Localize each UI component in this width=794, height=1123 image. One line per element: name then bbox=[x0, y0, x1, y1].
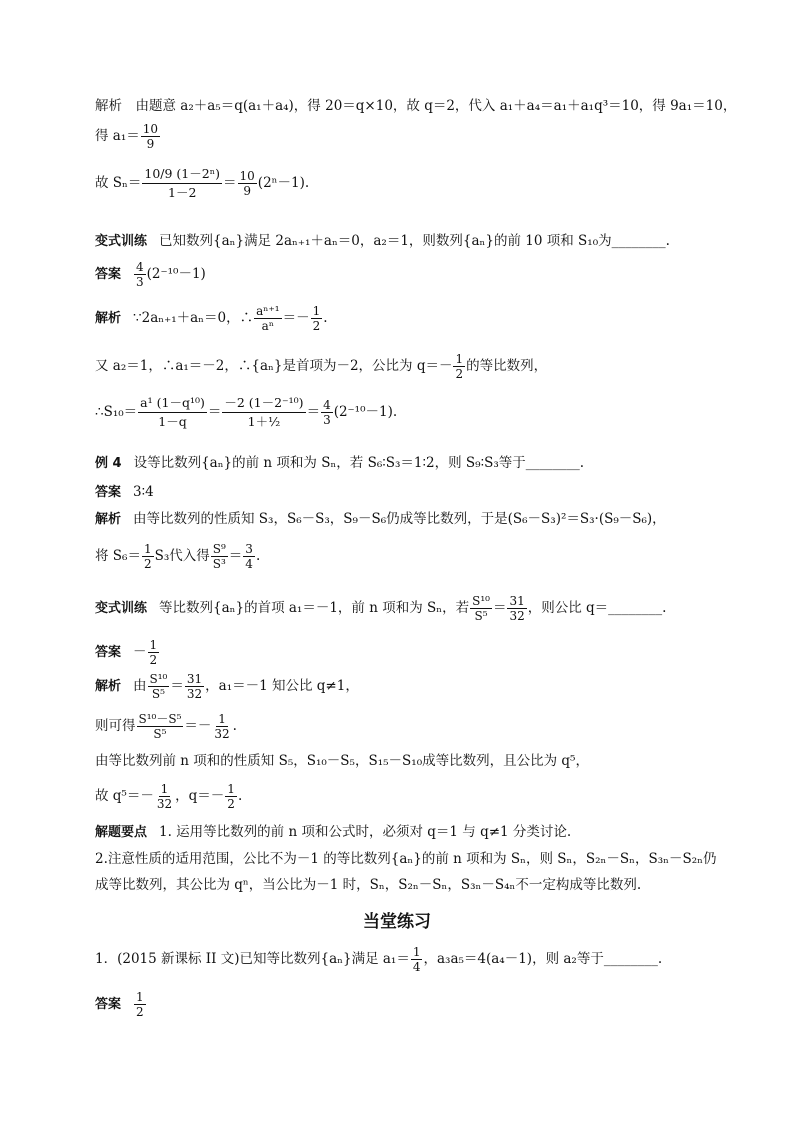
denominator: 1－q bbox=[158, 414, 187, 429]
numerator: －2 (1－2⁻¹⁰) bbox=[222, 394, 305, 413]
numerator: 4 bbox=[136, 260, 144, 274]
line-solution-1: 解析 由题意 a₂＋a₅＝q(a₁＋a₄)，得 20＝q×10，故 q＝2，代入 a₁＋a₄＝a₁＋a₁q³＝10，得 9a₁＝10， bbox=[95, 98, 737, 114]
line-solution-2 bbox=[95, 122, 161, 151]
fraction bbox=[148, 672, 170, 701]
text: 故 Sₙ＝ bbox=[95, 175, 142, 191]
fraction bbox=[148, 638, 160, 667]
denominator: 1－2 bbox=[168, 185, 197, 200]
text: (2⁻¹⁰－1). bbox=[333, 404, 398, 420]
numerator: 1 bbox=[312, 304, 321, 318]
fraction bbox=[222, 394, 305, 431]
numerator: aⁿ⁺¹ bbox=[256, 304, 280, 318]
denominator: 1＋½ bbox=[247, 414, 281, 429]
fraction bbox=[311, 304, 323, 333]
numerator: 10 bbox=[239, 169, 255, 183]
line-solution-10 bbox=[95, 712, 237, 741]
text: 由等比数列的性质知 S₃，S₆－S₃，S₉－S₆仍成等比数列，于是(S₆－S₃)²＝S₃·(S₉－S₆)， bbox=[133, 511, 666, 527]
text: 已知数列{aₙ}满足 2aₙ₊₁＋aₙ＝0，a₂＝1，则数列{aₙ}的前 10 项和 S₁₀为________. bbox=[159, 233, 670, 249]
section-label: 答案 bbox=[95, 645, 122, 660]
fraction bbox=[321, 398, 333, 427]
line-answer-3 bbox=[95, 638, 160, 667]
section-label: 答案 bbox=[95, 267, 122, 282]
text: 设等比数列{aₙ}的前 n 项和为 Sₙ，若 S₆∶S₃＝1∶2，则 S₉∶S₃等于________. bbox=[133, 455, 585, 471]
denominator: 2 bbox=[149, 653, 158, 667]
text: . bbox=[323, 310, 328, 326]
text: ∵2aₙ₊₁＋aₙ＝0，∴ bbox=[133, 310, 254, 326]
fraction bbox=[141, 122, 160, 151]
section-label: 解析 bbox=[95, 512, 122, 527]
text: . bbox=[237, 788, 243, 804]
section-label: 解析 bbox=[95, 679, 122, 694]
text: ＝ bbox=[223, 175, 237, 191]
fraction bbox=[507, 594, 526, 623]
text: 1．(2015 新课标 II 文)已知等比数列{aₙ}满足 a₁＝ bbox=[95, 951, 410, 967]
text: (2⁻¹⁰－1) bbox=[146, 266, 206, 282]
line-answer-4 bbox=[95, 990, 147, 1019]
fraction bbox=[185, 672, 204, 701]
denominator: 4 bbox=[245, 557, 253, 571]
line-solution-7 bbox=[95, 510, 666, 529]
section-label: 答案 bbox=[95, 485, 122, 500]
text: 则可得 bbox=[95, 718, 136, 734]
text: ＝－ bbox=[184, 718, 212, 734]
line-solution-9 bbox=[95, 672, 359, 701]
fraction bbox=[238, 169, 257, 198]
text: 1. 运用等比数列的前 n 项和公式时，必须对 q＝1 与 q≠1 分类讨论. bbox=[159, 824, 572, 840]
numerator: 1 bbox=[412, 945, 421, 959]
numerator: 1 bbox=[136, 990, 144, 1004]
numerator: 10/9 (1－2ⁿ) bbox=[142, 165, 222, 184]
fraction bbox=[225, 782, 237, 811]
text: 由 bbox=[133, 678, 147, 694]
denominator: 2 bbox=[143, 557, 152, 571]
numerator: a¹ (1－q¹⁰) bbox=[138, 394, 207, 413]
text: . bbox=[232, 718, 237, 734]
text: ＝ bbox=[306, 404, 321, 420]
denominator: 3 bbox=[136, 275, 144, 289]
fraction bbox=[453, 352, 465, 381]
text: ，a₁＝－1 知公比 q≠1， bbox=[205, 678, 359, 694]
numerator: 31 bbox=[509, 594, 525, 608]
text: 等比数列{aₙ}的首项 a₁＝－1，前 n 项和为 Sₙ，若 bbox=[159, 600, 470, 616]
denominator: aⁿ bbox=[261, 319, 275, 333]
numerator: 31 bbox=[186, 672, 203, 686]
numerator: 1 bbox=[160, 782, 169, 796]
denominator: S³ bbox=[212, 557, 226, 571]
text: 得 a₁＝ bbox=[95, 128, 140, 144]
line-variant-2 bbox=[95, 594, 666, 623]
numerator: 1 bbox=[149, 638, 158, 652]
line-solution-4 bbox=[95, 304, 328, 333]
line-example-4 bbox=[95, 454, 584, 473]
line-exercise-1 bbox=[95, 945, 662, 974]
section-label: 答案 bbox=[95, 997, 122, 1012]
text: . bbox=[255, 548, 261, 564]
fraction bbox=[134, 990, 146, 1019]
denominator: 4 bbox=[412, 960, 421, 974]
numerator: S¹⁰ bbox=[472, 594, 490, 608]
fraction bbox=[138, 394, 207, 431]
text: (2ⁿ－1). bbox=[257, 175, 310, 191]
denominator: 32 bbox=[214, 727, 230, 741]
denominator: 9 bbox=[243, 184, 251, 198]
line-solution-6 bbox=[95, 394, 397, 431]
section-label: 变式训练 bbox=[95, 601, 148, 616]
fraction bbox=[243, 542, 255, 571]
line-solution-8 bbox=[95, 542, 260, 571]
fraction bbox=[411, 945, 423, 974]
text: ∴S₁₀＝ bbox=[95, 404, 138, 420]
numerator: 1 bbox=[218, 712, 226, 726]
numerator: 10 bbox=[142, 122, 159, 136]
denominator: 32 bbox=[509, 609, 525, 623]
text: ＝ bbox=[170, 678, 184, 694]
numerator: S¹⁰ bbox=[149, 672, 168, 686]
denominator: 32 bbox=[156, 797, 173, 811]
text: ＝ bbox=[492, 600, 507, 616]
numerator: 1 bbox=[455, 352, 464, 366]
fraction bbox=[137, 712, 184, 741]
text: ＝ bbox=[228, 548, 243, 564]
denominator: 2 bbox=[136, 1005, 144, 1019]
denominator: S⁵ bbox=[151, 687, 165, 701]
text: － bbox=[133, 644, 147, 660]
section-label: 解题要点 bbox=[95, 825, 148, 840]
line-solution-11: 由等比数列前 n 项和的性质知 S₅，S₁₀－S₅，S₁₅－S₁₀成等比数列，且公比为 q⁵， bbox=[95, 753, 589, 769]
numerator: S¹⁰－S⁵ bbox=[138, 712, 182, 726]
line-answer-2 bbox=[95, 483, 154, 502]
line-key-points-3: 成等比数列，其公比为 qⁿ，当公比为－1 时，Sₙ，S₂ₙ－Sₙ，S₃ₙ－S₄ₙ不一定构成等比数列. bbox=[95, 877, 642, 893]
denominator: S⁵ bbox=[153, 727, 167, 741]
fraction bbox=[470, 594, 492, 623]
text: 故 q⁵＝－ bbox=[95, 788, 154, 804]
line-solution-3 bbox=[95, 165, 309, 202]
denominator: 9 bbox=[146, 137, 155, 151]
line-variant-1 bbox=[95, 232, 670, 251]
fraction bbox=[155, 782, 174, 811]
numerator: 1 bbox=[143, 542, 152, 556]
section-label: 例 4 bbox=[95, 456, 122, 471]
denominator: 2 bbox=[227, 797, 235, 811]
text: ，q＝－ bbox=[175, 788, 225, 804]
fraction bbox=[211, 542, 228, 571]
section-label: 解析 bbox=[95, 311, 122, 326]
text: 又 a₂＝1，∴a₁＝－2，∴{aₙ}是首项为－2，公比为 q＝－ bbox=[95, 358, 453, 374]
text: 3∶4 bbox=[133, 484, 154, 500]
text: ＝ bbox=[207, 404, 222, 420]
text: 的等比数列， bbox=[466, 358, 548, 374]
text: ，则公比 q＝________. bbox=[527, 600, 667, 616]
denominator: 3 bbox=[323, 413, 331, 427]
line-key-points-2: 2.注意性质的适用范围，公比不为－1 的等比数列{aₙ}的前 n 项和为 Sₙ，则 Sₙ，S₂ₙ－Sₙ，S₃ₙ－S₂ₙ仍 bbox=[95, 851, 717, 867]
numerator: 3 bbox=[245, 542, 253, 556]
line-key-points-1 bbox=[95, 823, 571, 842]
line-solution-5 bbox=[95, 352, 547, 381]
fraction bbox=[254, 304, 282, 333]
line-solution-12 bbox=[95, 782, 242, 811]
fraction bbox=[212, 712, 231, 741]
denominator: 2 bbox=[312, 319, 321, 333]
text: S₃代入得 bbox=[154, 548, 210, 564]
numerator: 1 bbox=[227, 782, 235, 796]
denominator: S⁵ bbox=[474, 609, 488, 623]
text: ，a₃a₅＝4(a₄－1)，则 a₂等于________. bbox=[423, 951, 663, 967]
text: ＝－ bbox=[282, 310, 310, 326]
text: 将 S₆＝ bbox=[95, 548, 141, 564]
denominator: 2 bbox=[455, 367, 464, 381]
numerator: S⁹ bbox=[212, 542, 226, 556]
numerator: 4 bbox=[323, 398, 331, 412]
fraction bbox=[142, 542, 154, 571]
line-answer-1 bbox=[95, 260, 206, 289]
section-title: 当堂练习 bbox=[363, 912, 431, 932]
denominator: 32 bbox=[186, 687, 203, 701]
section-label: 变式训练 bbox=[95, 234, 148, 249]
fraction bbox=[142, 165, 222, 202]
fraction bbox=[134, 260, 146, 289]
